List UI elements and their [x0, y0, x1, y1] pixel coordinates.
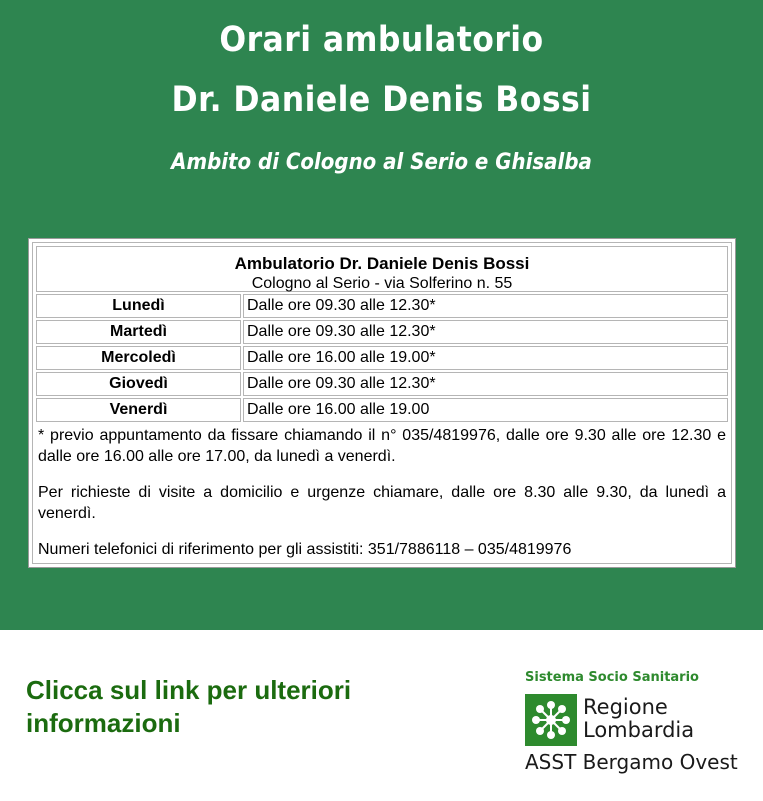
hours-cell: Dalle ore 09.30 alle 12.30*: [243, 320, 728, 344]
schedule-header: [36, 246, 728, 292]
hours-cell: Dalle ore 09.30 alle 12.30*: [243, 294, 728, 318]
logo-system-text: Sistema Socio Sanitario: [525, 670, 699, 685]
clinic-name: Ambulatorio Dr. Daniele Denis Bossi: [234, 254, 530, 273]
logo-regione-line2: Lombardia: [583, 718, 695, 742]
table-row: [36, 372, 728, 396]
more-info-link[interactable]: Clicca sul link per ulteriori informazioni: [26, 675, 352, 738]
regione-lombardia-logo: [525, 670, 750, 780]
table-row: [36, 294, 728, 318]
schedule-notes: [36, 422, 728, 560]
day-cell: Giovedì: [36, 372, 241, 396]
day-cell: Mercoledì: [36, 346, 241, 370]
day-cell: Lunedì: [36, 294, 241, 318]
appointment-note: * previo appuntamento da fissare chiamando il n° 035/4819976, dalle ore 9.30 alle ore 12.30 e dalle ore 16.00 alle ore 17.00, da lunedì a venerdì.: [38, 427, 726, 465]
logo-asst-text: ASST Bergamo Ovest: [525, 750, 738, 774]
table-row: [36, 320, 728, 344]
logo-regione-line1: Regione: [583, 695, 668, 719]
logo-regione-text: [583, 696, 694, 742]
page-title-line2: Dr. Daniele Denis Bossi: [171, 80, 592, 120]
hours-cell: Dalle ore 16.00 alle 19.00*: [243, 346, 728, 370]
hours-cell: Dalle ore 09.30 alle 12.30*: [243, 372, 728, 396]
page-subtitle: Ambito di Cologno al Serio e Ghisalba: [171, 150, 592, 175]
table-row: [36, 346, 728, 370]
table-row: [36, 398, 728, 422]
clinic-address: Cologno al Serio - via Solferino n. 55: [251, 275, 513, 292]
home-visit-note: Per richieste di visite a domicilio e urgenze chiamare, dalle ore 8.30 alle 9.30, da lunedì a venerdì.: [38, 484, 726, 522]
page-title-line1: Orari ambulatorio: [219, 20, 544, 60]
schedule-table: [32, 242, 732, 564]
phone-note: Numeri telefonici di riferimento per gli assistiti: 351/7886118 – 035/4819976: [38, 541, 572, 558]
hours-cell: Dalle ore 16.00 alle 19.00: [243, 398, 728, 422]
regione-lombardia-rose-icon: [525, 694, 577, 746]
day-cell: Venerdì: [36, 398, 241, 422]
schedule-card: [28, 238, 736, 568]
day-cell: Martedì: [36, 320, 241, 344]
